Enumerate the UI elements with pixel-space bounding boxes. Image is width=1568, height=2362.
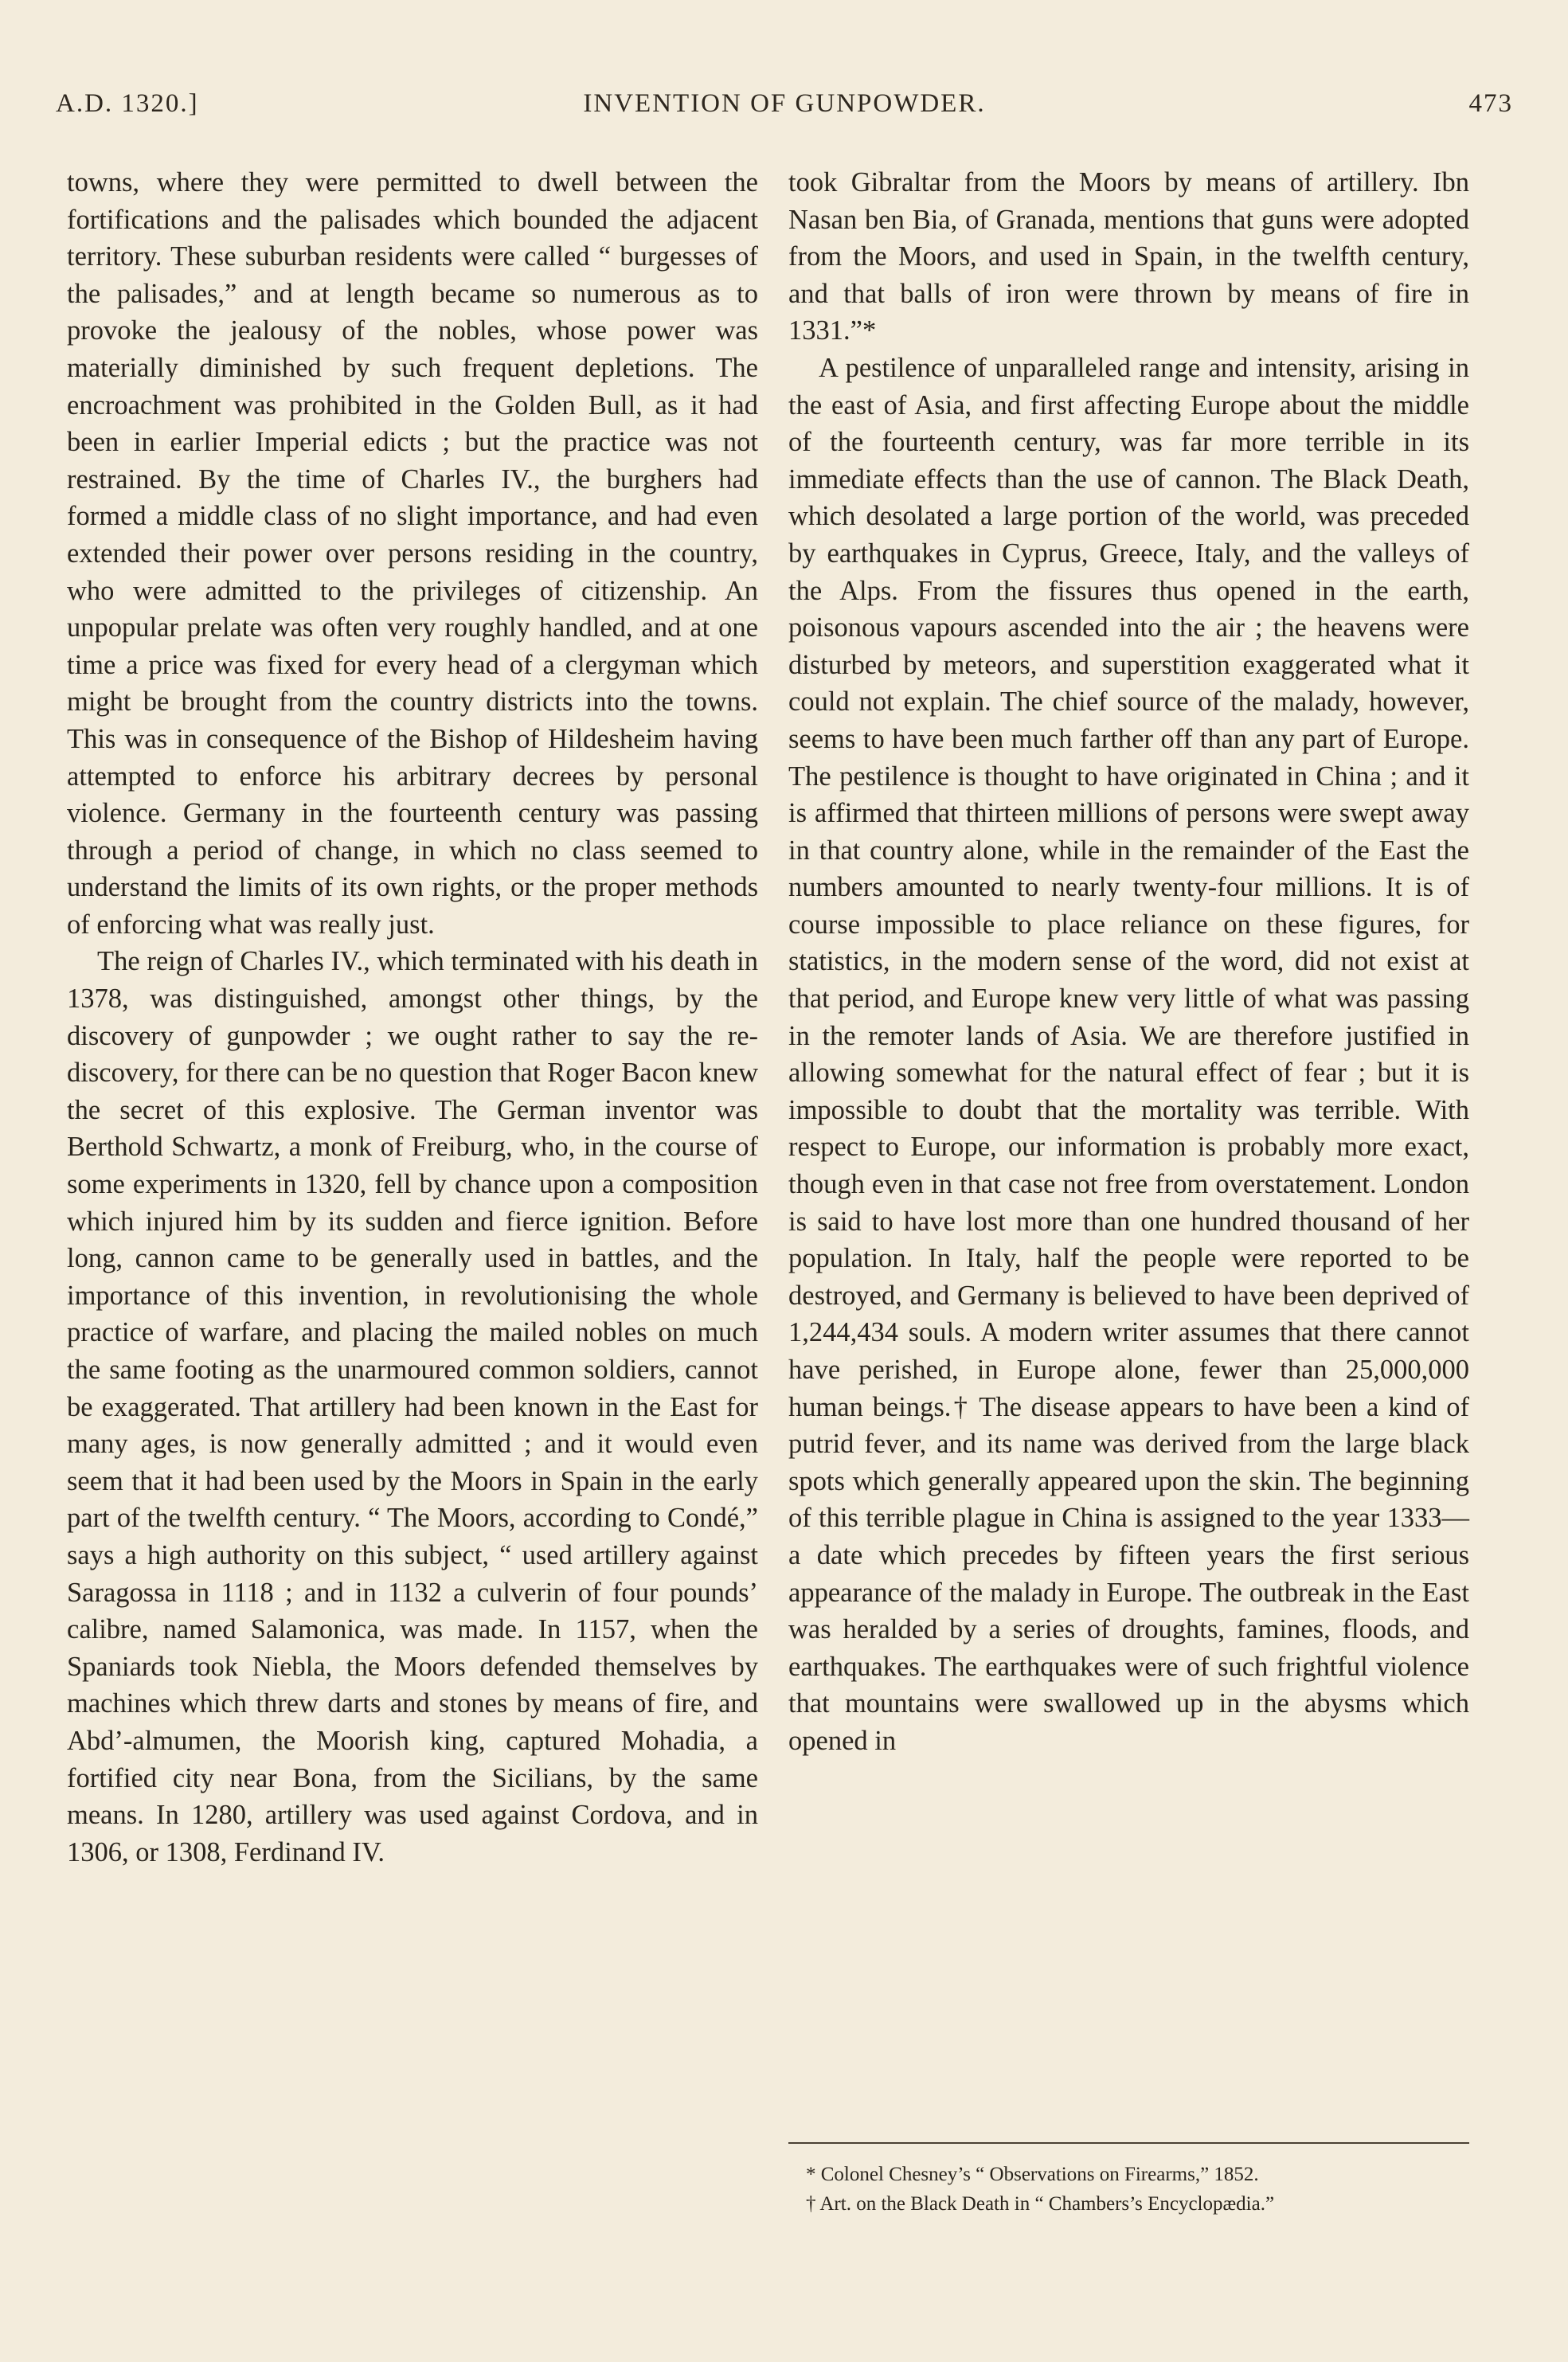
running-header: [56, 89, 1513, 137]
header-title: INVENTION OF GUNPOWDER.: [583, 89, 986, 118]
paragraph-burghers: towns, where they were permitted to dwell between the fortifications and the palisades which bounded the adjacent territory. These suburban residents were called “ burgesses of the palisades,” and at length became so numerous as to provoke the jealousy of the nobles, whose power was materially diminished by such frequent depletions. The encroachment was prohibited in the Golden Bull, as it had been in earlier Imperial edicts ; but the practice was not restrained. By the time of Charles IV., the burghers had formed a middle class of no slight importance, and had even extended their power over persons residing in the country, who were admitted to the privileges of citizenship. An unpopular prelate was often very roughly handled, and at one time a price was fixed for every head of a clergyman which might be brought from the country districts into the towns. This was in consequence of the Bishop of Hildesheim having attempted to enforce his arbitrary decrees by personal violence. Germany in the fourteenth century was passing through a period of change, in which no class seemed to understand the limits of its own rights, or the proper methods of enforcing what was really just.: [67, 167, 758, 940]
column-gutter: [772, 164, 773, 2051]
footnotes: [806, 2160, 1475, 2219]
footnote-divider: [788, 2142, 1469, 2144]
footnote-chesney: * Colonel Chesney’s “ Observations on Firearms,” 1852.: [806, 2164, 1259, 2185]
left-column: [67, 164, 758, 1871]
right-column: [788, 164, 1469, 1760]
paragraph-artillery-spain: took Gibraltar from the Moors by means of artillery. Ibn Nasan ben Bia, of Granada, mentions that guns were adopted from the Moors, and used in Spain, in the twelfth century, and that balls of iron were thrown by means of fire in 1331.”*: [788, 167, 1469, 346]
paragraph-black-death: A pestilence of unparalleled range and intensity, arising in the east of Asia, and first affecting Europe about the middle of the fourteenth century, was far more terrible in its immediate effects than the use of cannon. The Black Death, which desolated a large portion of the world, was preceded by earthquakes in Cyprus, Greece, Italy, and the valleys of the Alps. From the fissures thus opened in the earth, poisonous vapours ascended into the air ; the heavens were disturbed by meteors, and superstition exaggerated what it could not explain. The chief source of the malady, however, seems to have been much farther off than any part of Europe. The pestilence is thought to have originated in China ; and it is affirmed that thirteen millions of persons were swept away in that country alone, while in the remainder of the East the numbers amounted to nearly twenty-four millions. It is of course impossible to place reliance on these figures, for statistics, in the modern sense of the word, did not exist at that period, and Europe knew very little of what was passing in the remoter lands of Asia. We are therefore justified in allowing somewhat for the natural effect of fear ; but it is impossible to doubt that the mortality was terrible. With respect to Europe, our information is probably more exact, though even in that case not free from overstatement. London is said to have lost more than one hundred thousand of her population. In Italy, half the people were reported to be destroyed, and Germany is believed to have been deprived of 1,244,434 souls. A modern writer assumes that there cannot have perished, in Europe alone, fewer than 25,000,000 human beings.† The disease appears to have been a kind of putrid fever, and its name was derived from the large black spots which generally appeared upon the skin. The beginning of this terrible plague in China is assigned to the year 1333—a date which precedes by fifteen years the first serious appearance of the malady in Europe. The outbreak in the East was heralded by a series of droughts, famines, floods, and earthquakes. The earthquakes were of such frightful violence that mountains were swallowed up in the abysms which opened in: [788, 352, 1469, 1756]
footnote-chambers: † Art. on the Black Death in “ Chambers’s Encyclopædia.”: [806, 2193, 1275, 2215]
paragraph-gunpowder: The reign of Charles IV., which terminated with his death in 1378, was distinguished, amongst other things, by the discovery of gunpowder ; we ought rather to say the re-discovery, for there can be no question that Roger Bacon knew the secret of this explosive. The German inventor was Berthold Schwartz, a monk of Freiburg, who, in the course of some experiments in 1320, fell by chance upon a composition which injured him by its sudden and fierce ignition. Before long, cannon came to be generally used in battles, and the importance of this invention, in revolutionising the whole practice of warfare, and placing the mailed nobles on much the same footing as the unarmoured common soldiers, cannot be exaggerated. That artillery had been known in the East for many ages, is now generally admitted ; and it would even seem that it had been used by the Moors in Spain in the early part of the twelfth century. “ The Moors, according to Condé,” says a high authority on this subject, “ used artillery against Saragossa in 1118 ; and in 1132 a culverin of four pounds’ calibre, named Salamonica, was made. In 1157, when the Spaniards took Niebla, the Moors defended themselves by machines which threw darts and stones by means of fire, and Abd’-almumen, the Moorish king, captured Mohadia, a fortified city near Bona, from the Sicilians, by the same means. In 1280, artillery was used against Cordova, and in 1306, or 1308, Ferdinand IV.: [67, 946, 758, 1867]
page-number: 473: [1468, 89, 1513, 118]
header-date: A.D. 1320.]: [56, 89, 199, 118]
